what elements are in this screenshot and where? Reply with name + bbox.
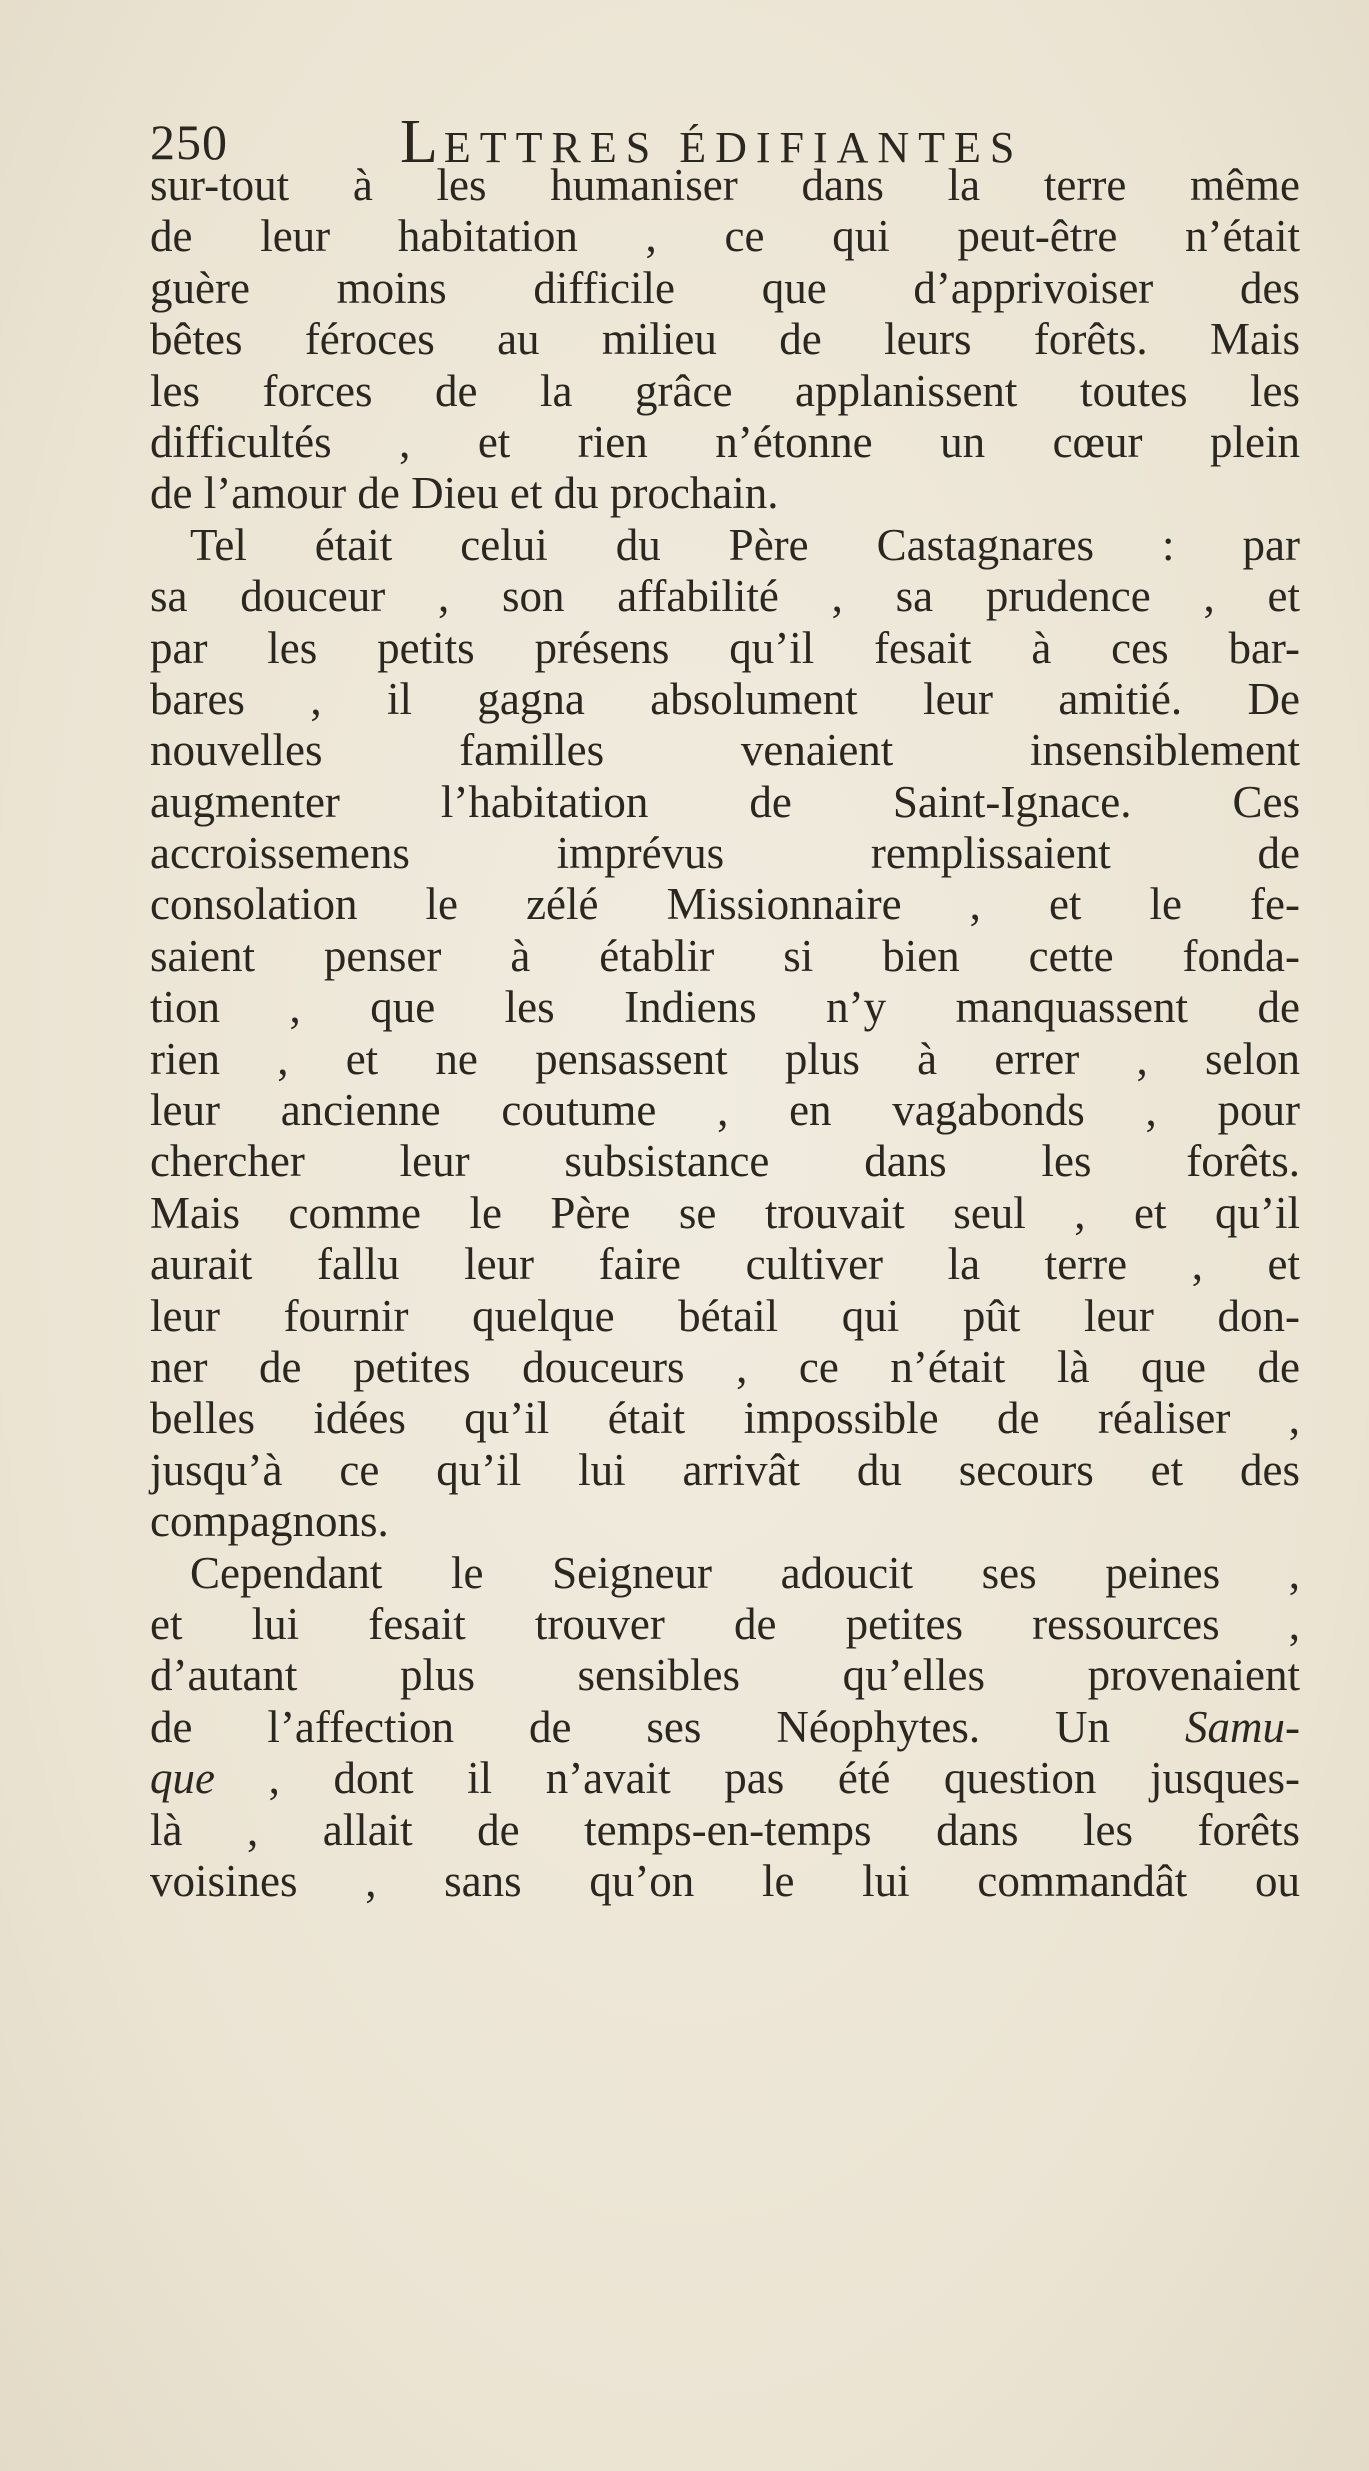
text-line: voisines , sans qu’on le lui commandât ou [150,1855,1300,1906]
running-title-rest: ETTRES ÉDIFIANTES [443,123,1024,172]
text-line: difficultés , et rien n’étonne un cœur plein [150,416,1300,467]
text-line: belles idées qu’il était impossible de réaliser , [150,1393,1300,1444]
italic-word: Samu- [1185,1701,1300,1752]
text-line: consolation le zélé Missionnaire , et le fe- [150,879,1300,930]
text-line: compagnons. [150,1496,389,1547]
text-line: sur-tout à les humaniser dans la terre même [150,160,1300,210]
text-line: nouvelles familles venaient insensiblement [150,725,1300,776]
text-line: les forces de la grâce applanissent toutes les [150,365,1300,416]
text-line: tion , que les Indiens n’y manquassent de [150,982,1300,1033]
text-line: bêtes féroces au milieu de leurs forêts. Mais [150,314,1300,365]
text-line: augmenter l’habitation de Saint-Ignace. Ces [150,776,1300,827]
text-line: jusqu’à ce qu’il lui arrivât du secours et des [150,1444,1300,1495]
text-line-part: , dont il n’avait pas été question jusques- [214,1753,1300,1804]
text-line: là , allait de temps-en-temps dans les forêts [150,1804,1300,1855]
text-line-part: de l’affection de ses Néophytes. Un [150,1701,1111,1752]
body-text [150,160,1300,1907]
text-line-with-italic [150,1702,1300,1753]
text-line: leur fournir quelque bétail qui pût leur don- [150,1290,1300,1341]
text-line: de leur habitation , ce qui peut-être n’était [150,211,1300,262]
text-line: d’autant plus sensibles qu’elles provenaient [150,1650,1300,1701]
text-line: bares , il gagna absolument leur amitié. De [150,673,1300,724]
page-number: 250 [150,114,228,170]
text-line: Mais comme le Père se trouvait seul , et qu’il [150,1187,1300,1238]
text-line: sa douceur , son affabilité , sa prudence , et [150,571,1300,622]
text-line: leur ancienne coutume , en vagabonds , pour [150,1085,1300,1136]
text-line: par les petits présens qu’il fesait à ces bar- [150,622,1300,673]
text-line: Tel était celui du Père Castagnares : par [190,519,1300,570]
text-line: et lui fesait trouver de petites ressources , [150,1598,1300,1649]
text-line: saient penser à établir si bien cette fonda- [150,930,1300,981]
text-line: rien , et ne pensassent plus à errer , selon [150,1033,1300,1084]
text-line: guère moins difficile que d’apprivoiser des [150,262,1300,313]
running-title-initial: L [400,108,444,176]
text-line: ner de petites douceurs , ce n’était là que de [150,1341,1300,1392]
text-line-with-italic [150,1753,1300,1804]
text-line: accroissemens imprévus remplissaient de [150,828,1300,879]
text-line: chercher leur subsistance dans les forêts. [150,1136,1300,1187]
text-line: Cependant le Seigneur adoucit ses peines , [190,1547,1300,1598]
text-line: aurait fallu leur faire cultiver la terre , et [150,1239,1300,1290]
italic-word: que [150,1753,215,1804]
text-line: de l’amour de Dieu et du prochain. [150,468,779,519]
